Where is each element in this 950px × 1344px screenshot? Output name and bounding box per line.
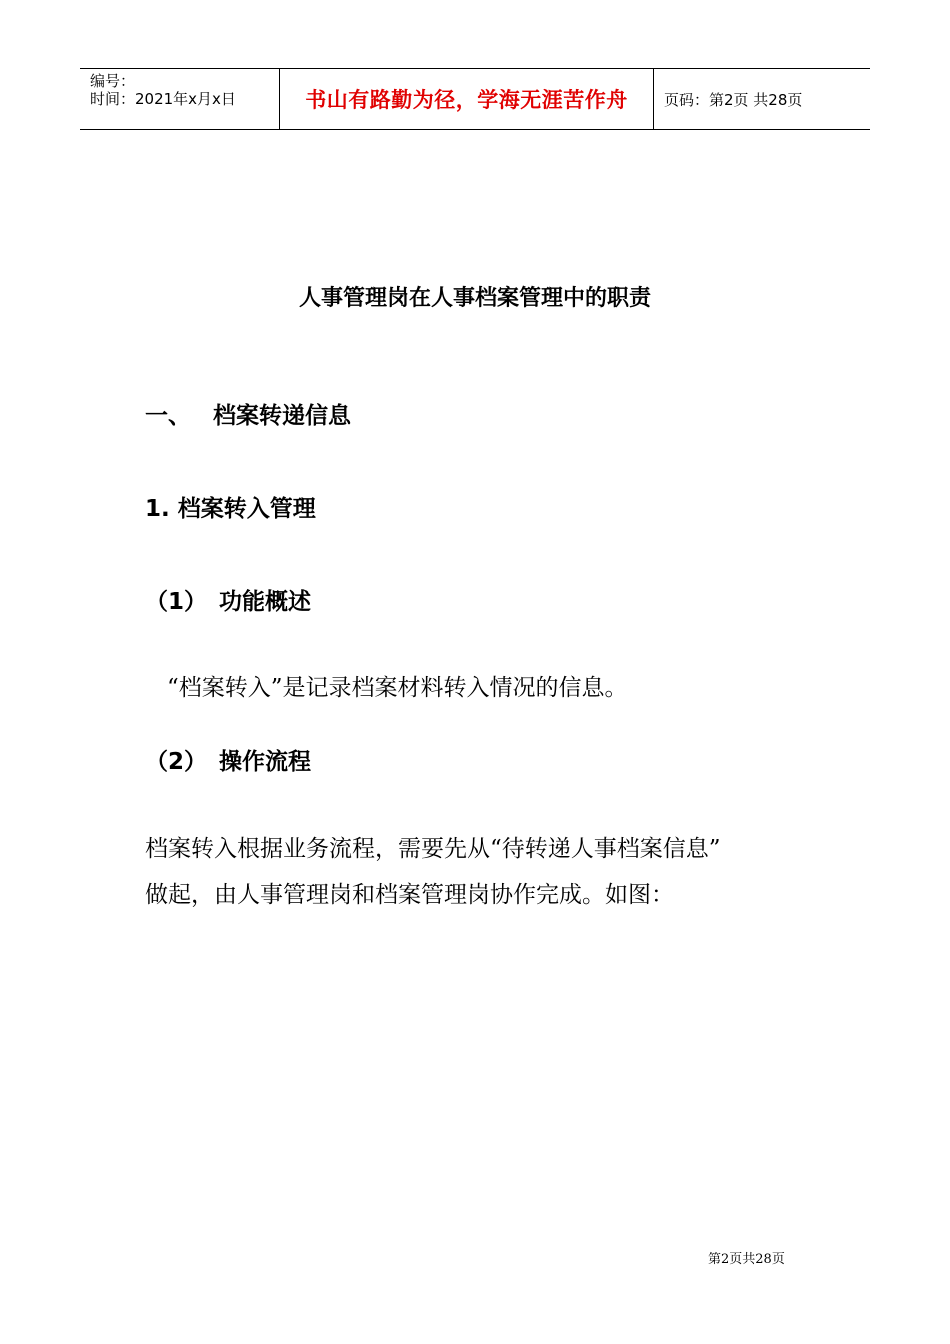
subsection-heading: 1. 档案转入管理 [145, 496, 316, 522]
item-heading-2 [145, 743, 311, 776]
item-title: 功能概述 [219, 589, 312, 615]
item-heading-1 [145, 583, 311, 616]
number-label: 编号： [90, 72, 136, 90]
paragraph-overview: “档案转入”是记录档案材料转入情况的信息。 [167, 675, 628, 701]
page-header [80, 68, 870, 130]
page-footer: 第2页共28页 [708, 1252, 785, 1267]
section-heading [145, 397, 351, 430]
paragraph-process [145, 826, 815, 918]
paragraph-line: 做起，由人事管理岗和档案管理岗协作完成。如图： [145, 882, 674, 908]
time-label: 时间：2021年x月x日 [90, 90, 236, 108]
paragraph-line: 档案转入根据业务流程，需要先从“待转递人事档案信息” [145, 836, 721, 862]
section-number: 一、 [145, 403, 191, 429]
section-title: 档案转递信息 [213, 403, 351, 429]
item-number: （1） [145, 589, 208, 615]
item-title: 操作流程 [219, 749, 312, 775]
document-title: 人事管理岗在人事档案管理中的职责 [298, 286, 651, 311]
header-motto: 书山有路勤为径，学海无涯苦作舟 [280, 69, 654, 129]
header-meta [80, 69, 280, 129]
header-page-info: 页码：第2页 共28页 [664, 90, 803, 109]
item-number: （2） [145, 749, 208, 775]
